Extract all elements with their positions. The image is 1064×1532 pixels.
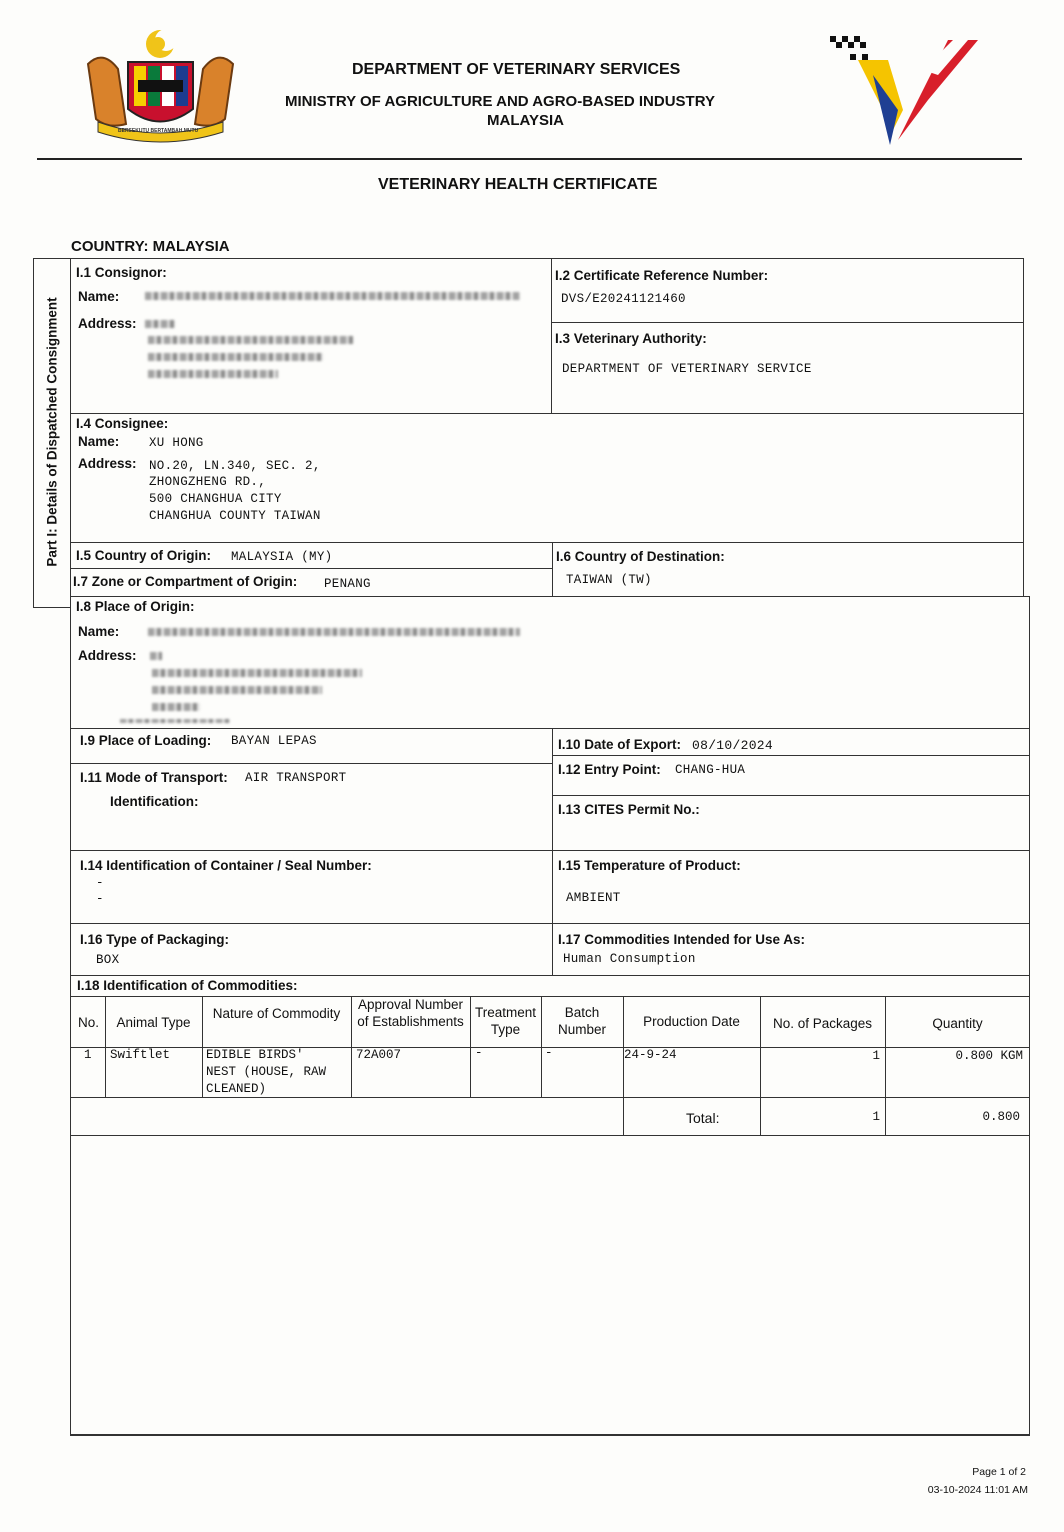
authority-value: DEPARTMENT OF VETERINARY SERVICE	[562, 362, 812, 376]
header-rule	[37, 158, 1022, 160]
col-divider	[105, 996, 106, 1097]
zone-value: PENANG	[324, 577, 371, 591]
page-number: Page 1 of 2	[972, 1466, 1026, 1478]
header-treatment: Type	[490, 1022, 521, 1037]
destination-label: I.6 Country of Destination:	[556, 549, 725, 564]
divider	[70, 850, 1030, 851]
total-quantity: 0.800	[982, 1110, 1020, 1124]
row-nature: NEST (HOUSE, RAW	[206, 1065, 327, 1079]
header-batch: Number	[557, 1022, 606, 1037]
loading-value: BAYAN LEPAS	[231, 734, 317, 748]
redacted-origin-address	[150, 652, 162, 660]
export-date-label: I.10 Date of Export:	[558, 737, 682, 752]
destination-value: TAIWAN (TW)	[566, 573, 652, 587]
header-approval: of Establishments	[357, 1014, 464, 1029]
divider	[70, 763, 552, 764]
ministry-title: MINISTRY OF AGRICULTURE AND AGRO-BASED INDUSTRY	[285, 93, 715, 110]
packaging-label: I.16 Type of Packaging:	[80, 932, 230, 947]
divider	[70, 413, 1023, 414]
consignee-name: XU HONG	[149, 436, 204, 450]
redacted-origin-address	[152, 703, 200, 711]
divider	[551, 258, 552, 413]
transport-label: I.11 Mode of Transport:	[80, 770, 228, 785]
redacted-origin-name	[148, 628, 520, 636]
divider	[552, 728, 553, 850]
header-quantity: Quantity	[932, 1016, 983, 1031]
place-origin-name-label: Name:	[78, 624, 120, 639]
use-label: I.17 Commodities Intended for Use As:	[558, 932, 806, 947]
header-no: No.	[77, 1015, 99, 1030]
consignee-address-line: NO.20, LN.340, SEC. 2,	[149, 459, 321, 473]
consignee-name-label: Name:	[78, 434, 120, 449]
coat-of-arms-icon	[78, 24, 243, 144]
document-title: VETERINARY HEALTH CERTIFICATE	[378, 176, 658, 193]
consignee-label: I.4 Consignee:	[76, 416, 169, 431]
consignee-address-label: Address:	[78, 456, 137, 471]
redacted-consignor-address	[148, 370, 278, 378]
temperature-value: AMBIENT	[566, 891, 621, 905]
redacted-consignor-address	[148, 353, 323, 361]
redacted-consignor-address	[145, 320, 175, 328]
header-batch: Batch	[564, 1005, 600, 1020]
divider	[552, 755, 1030, 756]
header-treatment: Treatment	[474, 1005, 537, 1020]
redacted-origin-address	[152, 686, 322, 694]
motto-text: BERSEKUTU BERTAMBAH MUTU	[118, 128, 199, 134]
loading-label: I.9 Place of Loading:	[80, 733, 212, 748]
cites-label: I.13 CITES Permit No.:	[558, 802, 700, 817]
container-label: I.14 Identification of Container / Seal Number:	[80, 858, 372, 873]
divider	[70, 1135, 1030, 1136]
header-animal-type: Animal Type	[116, 1015, 191, 1030]
divider	[552, 795, 1030, 796]
transport-identification-label: Identification:	[110, 794, 199, 809]
row-approval: 72A007	[356, 1048, 402, 1062]
row-nature: EDIBLE BIRDS'	[206, 1048, 304, 1062]
redacted-origin-address	[152, 669, 362, 677]
consignee-address-line: CHANGHUA COUNTY TAIWAN	[149, 509, 321, 523]
total-packages: 1	[872, 1110, 880, 1124]
divider	[70, 996, 1030, 997]
divider	[70, 542, 1023, 543]
row-treatment: -	[475, 1046, 483, 1060]
container-value: -	[96, 876, 104, 890]
row-packages: 1	[872, 1049, 880, 1063]
origin-country-label: I.5 Country of Origin:	[76, 548, 211, 563]
transport-value: AIR TRANSPORT	[245, 771, 347, 785]
origin-country-value: MALAYSIA (MY)	[231, 550, 333, 564]
redacted-consignor-name	[145, 292, 520, 300]
dvs-flag-logo-icon	[828, 30, 983, 155]
place-origin-address-label: Address:	[78, 648, 137, 663]
zone-label: I.7 Zone or Compartment of Origin:	[73, 574, 298, 589]
entry-point-value: CHANG-HUA	[675, 763, 746, 777]
divider	[552, 850, 553, 975]
container-value: -	[96, 892, 104, 906]
divider	[551, 322, 1023, 323]
divider	[552, 542, 553, 596]
row-no: 1	[84, 1048, 92, 1062]
authority-label: I.3 Veterinary Authority:	[555, 331, 707, 346]
entry-point-label: I.12 Entry Point:	[558, 762, 661, 777]
print-timestamp: 03-10-2024 11:01 AM	[927, 1484, 1028, 1496]
form-top-border	[70, 258, 1023, 259]
department-title: DEPARTMENT OF VETERINARY SERVICES	[352, 61, 681, 78]
row-production: 24-9-24	[624, 1048, 677, 1062]
header-nature: Nature of Commodity	[212, 1006, 341, 1021]
consignor-name-label: Name:	[78, 289, 120, 304]
country-line: COUNTRY: MALAYSIA	[71, 238, 230, 255]
header-production-date: Production Date	[643, 1014, 740, 1029]
redacted-consignor-address	[148, 336, 353, 344]
consignee-address-line: 500 CHANGHUA CITY	[149, 492, 282, 506]
consignee-address-line: ZHONGZHENG RD.,	[149, 475, 267, 489]
consignor-address-label: Address:	[78, 316, 137, 331]
cert-ref-value: DVS/E20241121460	[561, 292, 686, 306]
divider	[70, 728, 1030, 729]
temperature-label: I.15 Temperature of Product:	[558, 858, 741, 873]
form-right-border	[1023, 258, 1024, 596]
packaging-value: BOX	[96, 953, 120, 967]
total-label: Total:	[686, 1110, 720, 1126]
cert-ref-label: I.2 Certificate Reference Number:	[555, 268, 769, 283]
divider	[70, 568, 552, 569]
use-value: Human Consumption	[563, 952, 696, 966]
form-bottom-border	[70, 1434, 1030, 1436]
row-nature: CLEANED)	[206, 1082, 267, 1096]
place-origin-label: I.8 Place of Origin:	[76, 599, 195, 614]
divider	[70, 923, 1030, 924]
row-animal: Swiftlet	[110, 1048, 171, 1062]
divider	[70, 596, 1030, 597]
part-one-label: Part I: Details of Dispatched Consignment	[44, 297, 60, 567]
export-date-value: 08/10/2024	[692, 738, 774, 753]
row-quantity: 0.800 KGM	[955, 1049, 1023, 1063]
divider	[70, 975, 1030, 976]
row-batch: -	[545, 1046, 553, 1060]
header-approval: Approval Number	[357, 997, 464, 1012]
consignor-label: I.1 Consignor:	[76, 265, 167, 280]
header-packages: No. of Packages	[772, 1016, 873, 1031]
commodities-label: I.18 Identification of Commodities:	[77, 978, 298, 993]
redacted-stamp-line	[120, 719, 230, 723]
country-title: MALAYSIA	[487, 112, 564, 129]
form-left-border	[70, 258, 71, 1435]
